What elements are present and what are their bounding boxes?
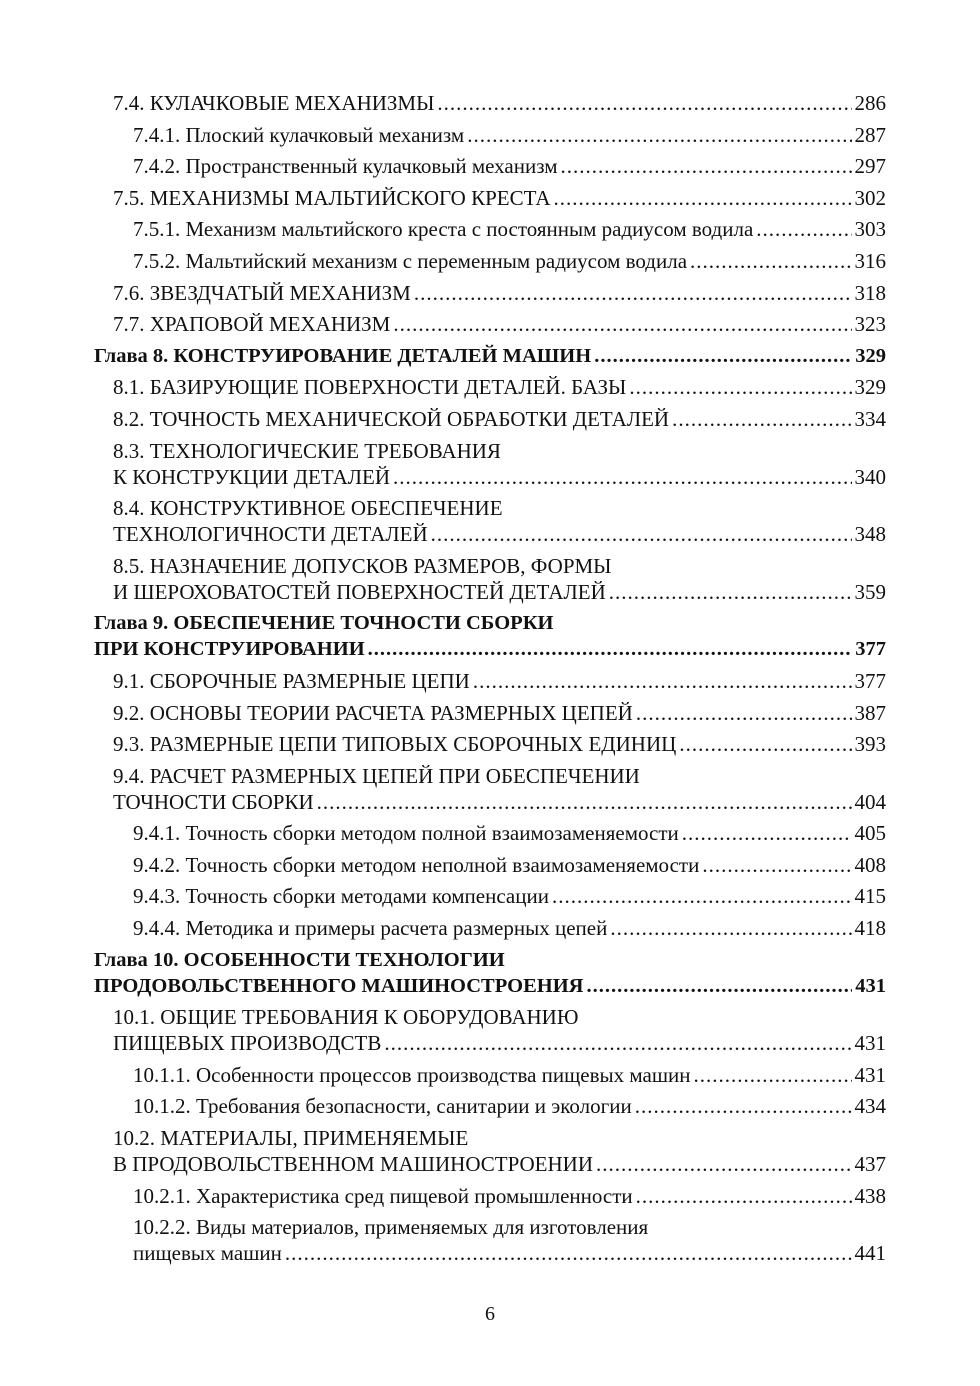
toc-entry — [94, 90, 886, 116]
dot-leader — [702, 852, 851, 878]
dot-leader — [594, 343, 852, 369]
dot-leader — [414, 280, 852, 306]
toc-entry — [94, 1062, 886, 1088]
toc-entry-page: 377 — [854, 668, 886, 693]
toc-entry-page: 340 — [854, 464, 886, 489]
toc-entry-leader-row — [133, 820, 886, 846]
toc-entry-title-line: 8.4. КОНСТРУКТИВНОЕ ОБЕСПЕЧЕНИЕ — [113, 496, 503, 521]
toc-entry-page: 431 — [854, 1062, 886, 1087]
page-number: 6 — [485, 1303, 495, 1325]
toc-entry-title: ТОЧНОСТИ СБОРКИ — [113, 789, 314, 814]
toc-entry-leader-row — [113, 668, 886, 694]
dot-leader — [285, 1240, 852, 1266]
toc-entry-leader-row — [133, 883, 886, 909]
toc-entry-page: 348 — [854, 522, 886, 547]
toc-entry — [94, 668, 886, 694]
toc-entry-title: 9.4.3. Точность сборки методами компенсации — [133, 884, 549, 909]
toc-entry-title-line: Глава 10. ОСОБЕННОСТИ ТЕХНОЛОГИИ — [94, 948, 505, 971]
toc-entry-title: В ПРОДОВОЛЬСТВЕННОМ МАШИНОСТРОЕНИИ — [113, 1152, 593, 1177]
toc-entry-title: 8.2. ТОЧНОСТЬ МЕХАНИЧЕСКОЙ ОБРАБОТКИ ДЕТАЛЕЙ — [113, 406, 670, 431]
toc-entry-title: 9.4.2. Точность сборки методом неполной взаимозаменяемости — [133, 852, 700, 877]
dot-leader — [629, 374, 851, 400]
toc-entry-title: 9.4.4. Методика и примеры расчета размерных цепей — [133, 916, 608, 941]
toc-entry-title: ПИЩЕВЫХ ПРОИЗВОДСТВ — [113, 1031, 382, 1056]
toc-entry-title-line: 9.4. РАСЧЕТ РАЗМЕРНЫХ ЦЕПЕЙ ПРИ ОБЕСПЕЧЕНИИ — [113, 763, 640, 788]
table-of-contents — [94, 90, 886, 1272]
toc-entry-leader-row — [113, 1151, 886, 1177]
dot-leader — [552, 883, 852, 909]
toc-entry — [94, 406, 886, 432]
toc-entry-leader-row — [113, 280, 886, 306]
toc-entry-title: 9.2. ОСНОВЫ ТЕОРИИ РАСЧЕТА РАЗМЕРНЫХ ЦЕПЕЙ — [113, 700, 633, 725]
toc-entry-title: 7.5.2. Мальтийский механизм с переменным радиусом водила — [133, 248, 688, 273]
toc-entry-page: 302 — [854, 185, 886, 210]
dot-leader — [756, 216, 851, 242]
toc-entry-page: 431 — [854, 1031, 886, 1056]
toc-entry — [94, 374, 886, 400]
toc-entry-leader-row — [94, 343, 886, 369]
dot-leader — [393, 311, 851, 337]
toc-entry-page: 297 — [854, 154, 886, 179]
toc-entry-title-line: 8.5. НАЗНАЧЕНИЕ ДОПУСКОВ РАЗМЕРОВ, ФОРМЫ — [113, 553, 612, 578]
dot-leader — [672, 406, 851, 432]
dot-leader — [467, 122, 851, 148]
toc-entry-page: 431 — [855, 974, 886, 997]
toc-entry — [94, 122, 886, 148]
toc-entry-title: ПРОДОВОЛЬСТВЕННОГО МАШИНОСТРОЕНИЯ — [94, 974, 584, 997]
dot-leader — [560, 153, 851, 179]
toc-entry-page: 329 — [854, 375, 886, 400]
toc-entry-title-line: Глава 9. ОБЕСПЕЧЕНИЕ ТОЧНОСТИ СБОРКИ — [94, 612, 554, 635]
toc-entry — [94, 852, 886, 878]
dot-leader — [690, 248, 851, 274]
toc-entry-title: 9.1. СБОРОЧНЫЕ РАЗМЕРНЫЕ ЦЕПИ — [113, 668, 470, 693]
toc-entry — [94, 1214, 886, 1266]
toc-entry-title: 9.3. РАЗМЕРНЫЕ ЦЕПИ ТИПОВЫХ СБОРОЧНЫХ ЕДИНИЦ — [113, 732, 677, 757]
toc-chapter-entry — [94, 343, 886, 369]
dot-leader — [393, 464, 851, 490]
toc-entry-title: Глава 8. КОНСТРУИРОВАНИЕ ДЕТАЛЕЙ МАШИН — [94, 344, 592, 367]
toc-entry-page: 316 — [854, 248, 886, 273]
toc-entry-title: 9.4.1. Точность сборки методом полной взаимозаменяемости — [133, 821, 679, 846]
toc-entry-page: 434 — [854, 1094, 886, 1119]
toc-entry-page: 323 — [854, 312, 886, 337]
toc-entry-leader-row — [113, 464, 886, 490]
toc-entry — [94, 731, 886, 757]
toc-entry — [94, 1183, 886, 1209]
toc-entry-leader-row — [113, 789, 886, 815]
toc-entry-title: 7.5. МЕХАНИЗМЫ МАЛЬТИЙСКОГО КРЕСТА — [113, 185, 551, 210]
toc-entry-leader-row — [133, 248, 886, 274]
toc-entry — [94, 280, 886, 306]
dot-leader — [636, 1183, 852, 1209]
dot-leader — [384, 1030, 851, 1056]
toc-entry-page: 334 — [854, 406, 886, 431]
toc-entry-title: 7.4.2. Пространственный кулачковый механизм — [133, 154, 558, 179]
dot-leader — [610, 915, 851, 941]
toc-entry-title: 7.4. КУЛАЧКОВЫЕ МЕХАНИЗМЫ — [113, 91, 435, 115]
toc-entry-title: 10.2.1. Характеристика сред пищевой промышленности — [133, 1183, 633, 1208]
toc-entry-title: И ШЕРОХОВАТОСТЕЙ ПОВЕРХНОСТЕЙ ДЕТАЛЕЙ — [113, 579, 606, 604]
toc-entry-title-line: 10.2. МАТЕРИАЛЫ, ПРИМЕНЯЕМЫЕ — [113, 1126, 469, 1151]
toc-entry-title: ПРИ КОНСТРУИРОВАНИИ — [94, 638, 365, 661]
dot-leader — [682, 820, 852, 846]
toc-entry — [94, 311, 886, 337]
toc-entry — [94, 915, 886, 941]
toc-entry-title: К КОНСТРУКЦИИ ДЕТАЛЕЙ — [113, 464, 391, 489]
toc-entry-title: 7.5.1. Механизм мальтийского креста с постоянным радиусом водила — [133, 217, 754, 242]
toc-entry-title-line: 10.1. ОБЩИЕ ТРЕБОВАНИЯ К ОБОРУДОВАНИЮ — [113, 1005, 579, 1030]
toc-chapter-entry — [94, 947, 886, 999]
toc-entry — [94, 820, 886, 846]
toc-entry-leader-row — [133, 216, 886, 242]
dot-leader — [368, 636, 853, 662]
toc-entry-leader-row — [133, 1093, 886, 1119]
toc-entry-leader-row — [133, 1183, 886, 1209]
toc-entry-page: 437 — [854, 1152, 886, 1177]
toc-entry-page: 405 — [854, 821, 886, 846]
toc-entry-leader-row — [133, 1062, 886, 1088]
dot-leader — [317, 789, 852, 815]
toc-entry-leader-row — [133, 852, 886, 878]
toc-entry — [94, 700, 886, 726]
toc-entry-leader-row — [94, 636, 886, 662]
dot-leader — [635, 1093, 852, 1119]
toc-entry — [94, 248, 886, 274]
toc-chapter-entry — [94, 610, 886, 662]
toc-entry — [94, 153, 886, 179]
dot-leader — [596, 1151, 852, 1177]
toc-entry-page: 404 — [854, 789, 886, 814]
toc-entry-title-line: 10.2.2. Виды материалов, применяемых для изготовления — [133, 1215, 649, 1240]
toc-entry-leader-row — [133, 915, 886, 941]
toc-entry-page: 329 — [855, 344, 886, 367]
toc-entry-page: 415 — [854, 884, 886, 909]
toc-entry-leader-row — [94, 973, 886, 999]
dot-leader — [679, 731, 851, 757]
dot-leader — [554, 185, 852, 211]
dot-leader — [431, 521, 852, 547]
toc-entry-title: 8.1. БАЗИРУЮЩИЕ ПОВЕРХНОСТИ ДЕТАЛЕЙ. БАЗЫ — [113, 375, 627, 400]
dot-leader — [636, 700, 852, 726]
toc-entry — [94, 1093, 886, 1119]
toc-entry-title: 7.7. ХРАПОВОЙ МЕХАНИЗМ — [113, 312, 391, 337]
toc-entry — [94, 883, 886, 909]
toc-entry-page: 287 — [854, 122, 886, 147]
toc-entry-page: 387 — [854, 700, 886, 725]
dot-leader — [473, 668, 852, 694]
toc-entry-page: 303 — [854, 217, 886, 242]
toc-entry-leader-row — [113, 90, 886, 116]
toc-entry-leader-row — [113, 374, 886, 400]
toc-entry — [94, 1125, 886, 1177]
toc-entry — [94, 763, 886, 815]
toc-entry-leader-row — [133, 153, 886, 179]
toc-entry-leader-row — [113, 731, 886, 757]
toc-entry-page: 393 — [854, 732, 886, 757]
toc-entry-title: ТЕХНОЛОГИЧНОСТИ ДЕТАЛЕЙ — [113, 522, 428, 547]
toc-entry-page: 286 — [854, 91, 886, 115]
toc-entry-page: 359 — [854, 579, 886, 604]
toc-entry — [94, 495, 886, 547]
dot-leader — [694, 1062, 852, 1088]
toc-entry-leader-row — [113, 579, 886, 605]
dot-leader — [437, 90, 851, 116]
toc-entry-leader-row — [133, 1240, 886, 1266]
toc-entry-page: 438 — [854, 1183, 886, 1208]
toc-entry-page: 418 — [854, 916, 886, 941]
toc-entry — [94, 553, 886, 605]
toc-entry-title: 10.1.1. Особенности процессов производства пищевых машин — [133, 1062, 691, 1087]
toc-entry — [94, 185, 886, 211]
toc-entry-page: 318 — [854, 280, 886, 305]
toc-entry-leader-row — [113, 700, 886, 726]
toc-entry-title: пищевых машин — [133, 1241, 282, 1266]
dot-leader — [586, 973, 852, 999]
toc-entry-title: 7.6. ЗВЕЗДЧАТЫЙ МЕХАНИЗМ — [113, 280, 411, 305]
toc-entry-title: 7.4.1. Плоский кулачковый механизм — [133, 122, 465, 147]
dot-leader — [609, 579, 852, 605]
toc-entry — [94, 438, 886, 490]
toc-entry-leader-row — [113, 521, 886, 547]
toc-entry — [94, 216, 886, 242]
toc-entry-page: 377 — [855, 638, 886, 661]
toc-entry-leader-row — [133, 122, 886, 148]
toc-entry-page: 441 — [854, 1241, 886, 1266]
toc-entry-leader-row — [113, 1030, 886, 1056]
toc-entry — [94, 1004, 886, 1056]
toc-entry-leader-row — [113, 185, 886, 211]
toc-entry-page: 408 — [854, 852, 886, 877]
toc-entry-title-line: 8.3. ТЕХНОЛОГИЧЕСКИЕ ТРЕБОВАНИЯ — [113, 438, 501, 463]
toc-entry-title: 10.1.2. Требования безопасности, санитарии и экологии — [133, 1094, 632, 1119]
toc-entry-leader-row — [113, 406, 886, 432]
toc-entry-leader-row — [113, 311, 886, 337]
